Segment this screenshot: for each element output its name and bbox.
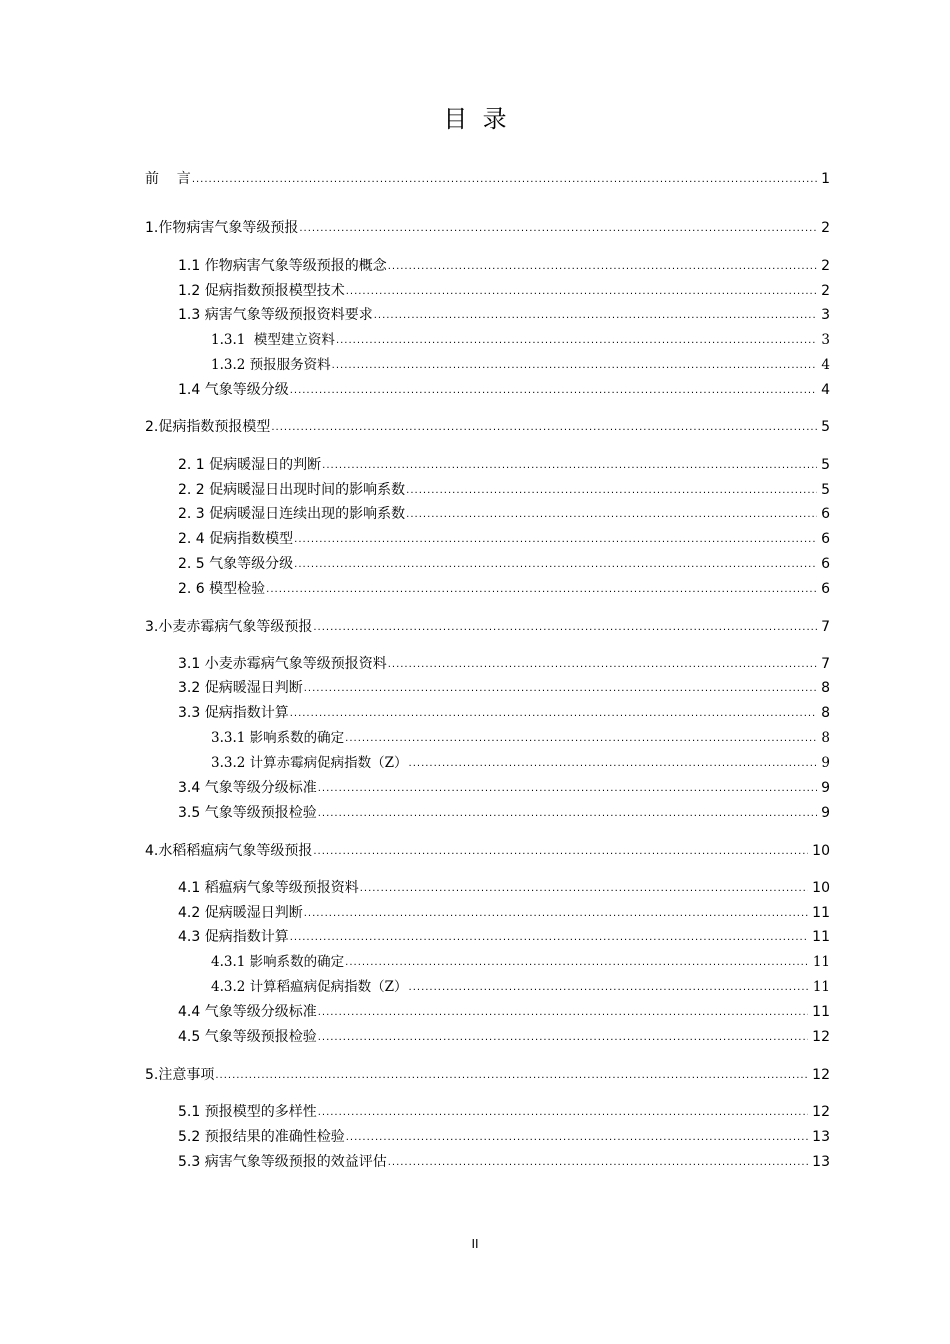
toc-entry-label: 前 言 [145,171,191,187]
toc-entry-page: 13 [812,1154,830,1170]
toc-entry[interactable] [211,352,830,374]
toc-entry-label: 4.5 气象等级预报检验 [178,1029,317,1045]
toc-entry[interactable] [178,1124,830,1146]
toc-leader-dots [318,804,817,822]
toc-entry-page: 5 [821,457,830,473]
toc-entry[interactable] [178,278,830,300]
toc-entry[interactable] [211,949,830,971]
toc-entry[interactable] [145,414,830,436]
toc-entry-label: 3.3.2 计算赤霉病促病指数（Z） [211,755,408,771]
toc-entry[interactable] [178,900,830,922]
toc-entry-page: 2 [821,220,830,236]
toc-entry-page: 9 [821,780,830,796]
toc-leader-dots [215,1066,808,1084]
toc-entry-page: 5 [821,419,830,435]
toc-entry-label: 1.3.1 模型建立资料 [211,332,335,348]
toc-entry-label: 4.3 促病指数计算 [178,929,289,945]
toc-entry[interactable] [178,800,830,822]
toc-entry-label: 2. 2 促病暖湿日出现时间的影响系数 [178,482,406,498]
toc-entry-label: 2. 6 模型检验 [178,581,266,597]
toc-leader-dots [313,842,808,860]
toc-entry-label: 2. 3 促病暖湿日连续出现的影响系数 [178,506,406,522]
toc-entry-label: 4.3.1 影响系数的确定 [211,954,345,970]
toc-entry-label: 4.2 促病暖湿日判断 [178,905,303,921]
toc-entry-page: 10 [812,880,830,896]
toc-entry[interactable] [178,651,830,673]
toc-entry-label: 2.促病指数预报模型 [145,419,271,435]
toc-leader-dots [313,618,817,636]
toc-leader-dots [388,655,817,673]
toc-entry-label: 2. 1 促病暖湿日的判断 [178,457,322,473]
toc-entry-label: 1.4 气象等级分级 [178,382,289,398]
toc-entry-page: 11 [812,905,830,921]
toc-entry-label: 3.3 促病指数计算 [178,705,289,721]
toc-entry[interactable] [178,452,830,474]
toc-leader-dots [346,1128,808,1146]
toc-leader-dots [322,456,817,474]
toc-entry-page: 4 [821,357,830,373]
toc-entry[interactable] [178,700,830,722]
toc-entry[interactable] [211,327,830,349]
toc-entry[interactable] [178,477,830,499]
toc-entry[interactable] [178,377,830,399]
toc-entry[interactable] [145,215,830,237]
toc-entry-page: 11 [812,1004,830,1020]
toc-entry-page: 1 [821,171,830,187]
toc-leader-dots [290,704,817,722]
toc-entry-label: 5.1 预报模型的多样性 [178,1104,317,1120]
toc-entry-page: 12 [812,1067,830,1083]
page-number: II [471,1237,479,1251]
toc-entry-page: 6 [821,556,830,572]
toc-entry-label: 5.2 预报结果的准确性检验 [178,1129,345,1145]
toc-entry-label: 4.3.2 计算稻瘟病促病指数（Z） [211,979,408,995]
toc-entry[interactable] [178,253,830,275]
toc-entry-label: 1.2 促病指数预报模型技术 [178,283,345,299]
toc-leader-dots [406,481,817,499]
toc-leader-dots [406,505,817,523]
toc-entry[interactable] [178,924,830,946]
toc-entry-label: 3.3.1 影响系数的确定 [211,730,345,746]
toc-entry-page: 5 [821,482,830,498]
toc-entry[interactable] [178,551,830,573]
toc-entry-label: 4.水稻稻瘟病气象等级预报 [145,843,313,859]
toc-entry-page: 3 [821,307,830,323]
toc-entry-page: 11 [812,929,830,945]
toc-entry[interactable] [178,576,830,598]
toc-leader-dots [332,356,818,374]
toc-leader-dots [388,1153,808,1171]
toc-entry[interactable] [178,675,830,697]
toc-entry[interactable] [178,1024,830,1046]
toc-entry-label: 3.5 气象等级预报检验 [178,805,317,821]
toc-entry[interactable] [145,838,830,860]
toc-title: 目 录 [443,105,507,133]
toc-leader-dots [346,282,817,300]
toc-entry-page: 9 [821,805,830,821]
toc-entry[interactable] [145,614,830,636]
toc-entry[interactable] [145,166,830,188]
toc-entry-page: 12 [812,1029,830,1045]
toc-entry[interactable] [178,1099,830,1121]
toc-leader-dots [318,779,817,797]
toc-entry[interactable] [178,1149,830,1171]
toc-entry-page: 6 [821,581,830,597]
toc-leader-dots [318,1003,808,1021]
toc-entry-page: 7 [821,656,830,672]
toc-leader-dots [345,953,809,971]
toc-leader-dots [294,555,817,573]
toc-entry-page: 9 [821,755,830,771]
toc-entry[interactable] [145,1062,830,1084]
toc-leader-dots [304,679,817,697]
toc-entry[interactable] [211,725,830,747]
toc-leader-dots [192,170,817,188]
toc-entry[interactable] [211,974,830,996]
toc-entry-page: 11 [812,979,830,995]
toc-entry-page: 2 [821,283,830,299]
toc-entry-page: 6 [821,506,830,522]
toc-entry-label: 1.1 作物病害气象等级预报的概念 [178,258,387,274]
toc-entry-label: 4.4 气象等级分级标准 [178,1004,317,1020]
toc-leader-dots [345,729,817,747]
toc-entry-page: 3 [821,332,830,348]
toc-entry-label: 1.作物病害气象等级预报 [145,220,299,236]
toc-entry[interactable] [178,775,830,797]
toc-entry-label: 2. 5 气象等级分级 [178,556,294,572]
toc-entry-page: 12 [812,1104,830,1120]
toc-leader-dots [290,928,808,946]
toc-entry[interactable] [178,501,830,523]
toc-entry-label: 5.3 病害气象等级预报的效益评估 [178,1154,387,1170]
toc-entry-page: 7 [821,619,830,635]
toc-entry-label: 5.注意事项 [145,1067,215,1083]
toc-entry-page: 4 [821,382,830,398]
toc-leader-dots [271,418,817,436]
toc-entry-label: 3.2 促病暖湿日判断 [178,680,303,696]
toc-entry-label: 4.1 稻瘟病气象等级预报资料 [178,880,359,896]
toc-entry-page: 10 [812,843,830,859]
toc-leader-dots [374,306,817,324]
toc-entry-label: 3.小麦赤霉病气象等级预报 [145,619,313,635]
toc-entry-label: 3.4 气象等级分级标准 [178,780,317,796]
toc-leader-dots [266,580,817,598]
toc-entry-label: 3.1 小麦赤霉病气象等级预报资料 [178,656,387,672]
toc-entry-page: 11 [812,954,830,970]
toc-entry-page: 6 [821,531,830,547]
toc-leader-dots [360,879,808,897]
toc-entry[interactable] [178,999,830,1021]
toc-entry-page: 13 [812,1129,830,1145]
toc-leader-dots [409,754,818,772]
toc-leader-dots [388,257,817,275]
toc-leader-dots [336,331,817,349]
toc-entry[interactable] [178,302,830,324]
toc-leader-dots [299,219,817,237]
toc-leader-dots [294,530,817,548]
toc-entry-label: 1.3 病害气象等级预报资料要求 [178,307,373,323]
toc-entry-page: 2 [821,258,830,274]
toc-leader-dots [290,381,817,399]
toc-entry-page: 8 [821,680,830,696]
toc-entry-page: 8 [821,730,830,746]
toc-entry[interactable] [211,750,830,772]
toc-leader-dots [409,978,809,996]
toc-entry-label: 1.3.2 预报服务资料 [211,357,331,373]
toc-leader-dots [318,1028,808,1046]
toc-leader-dots [304,904,808,922]
toc-entry[interactable] [178,875,830,897]
toc-entry-page: 8 [821,705,830,721]
toc-leader-dots [318,1103,808,1121]
toc-entry-label: 2. 4 促病指数模型 [178,531,294,547]
toc-entry[interactable] [178,526,830,548]
